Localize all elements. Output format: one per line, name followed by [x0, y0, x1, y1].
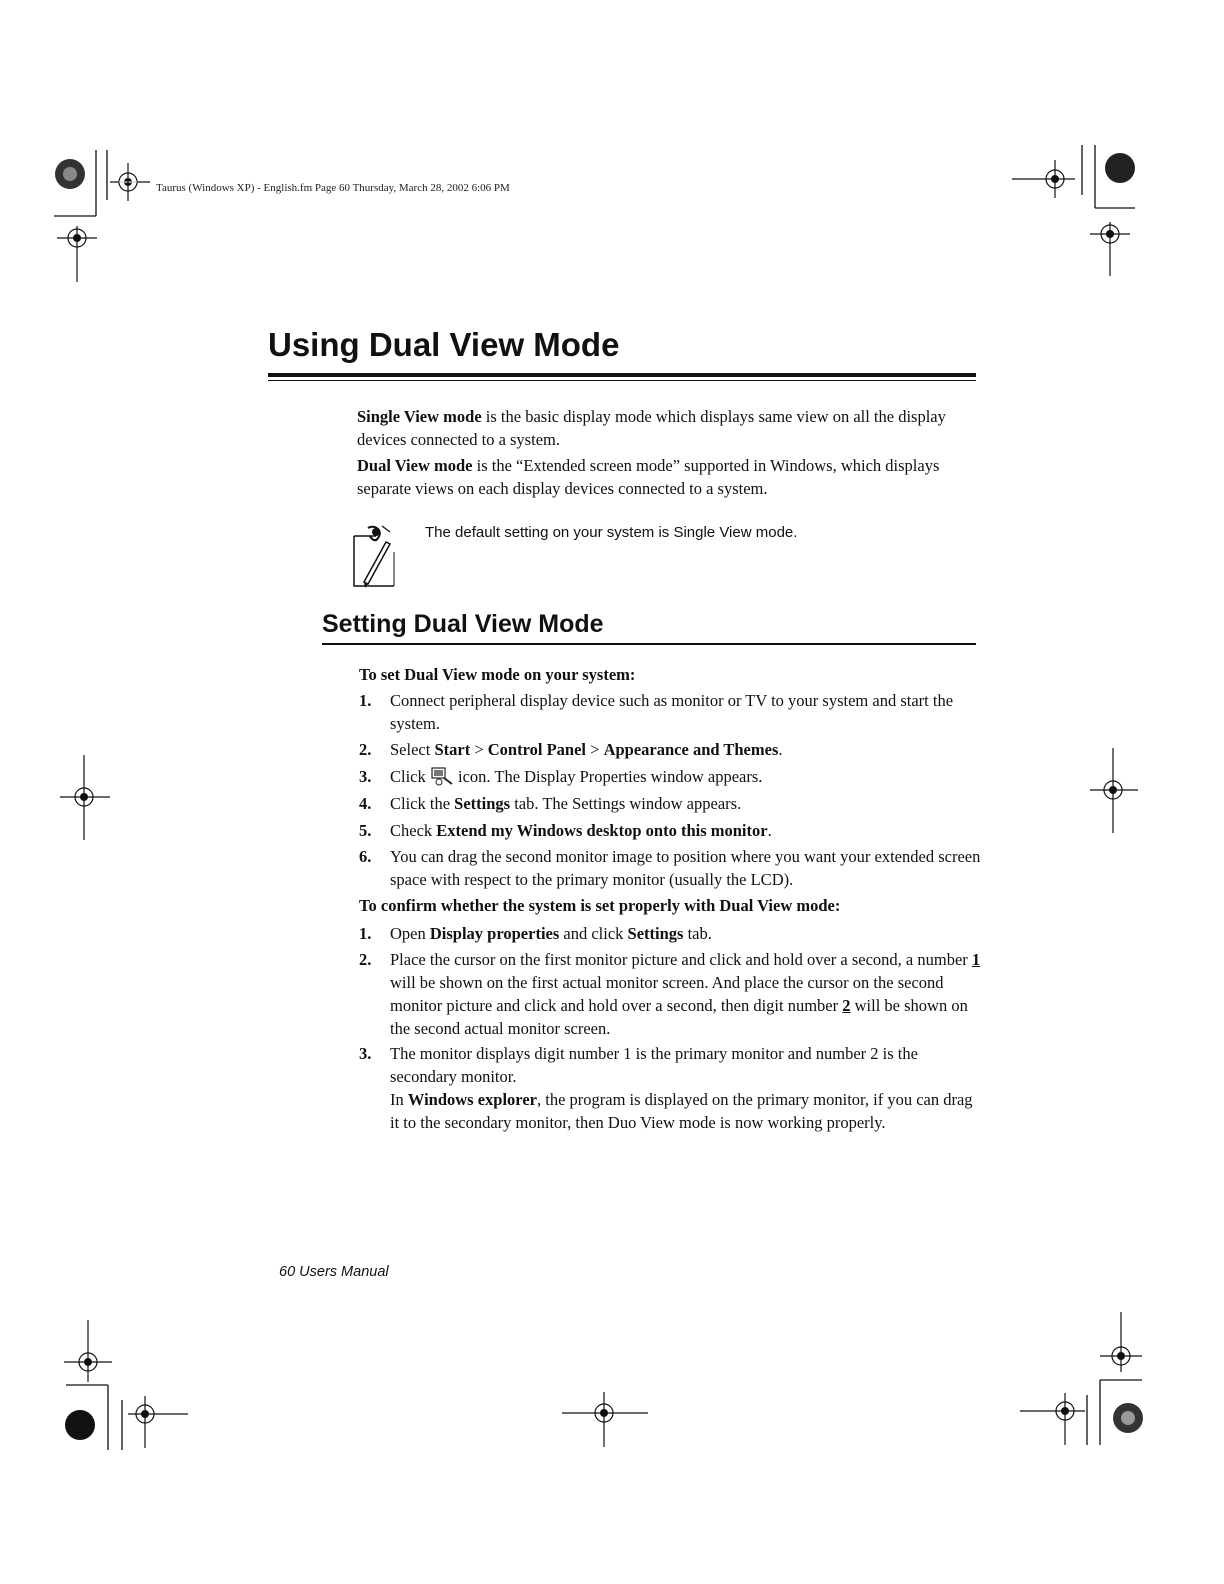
title-rule-thick — [268, 373, 976, 377]
appearance-themes-term: Appearance and Themes — [603, 740, 779, 759]
note-text: The default setting on your system is Single View mode. — [425, 524, 798, 541]
digit-two: 2 — [842, 996, 851, 1015]
single-view-desc: is the basic display mode which displays same view on all the display devices connected to a system. — [357, 407, 946, 449]
page-footer: 60 Users Manual — [279, 1264, 389, 1280]
intro-single-view — [357, 405, 967, 451]
dual-view-desc: is the “Extended screen mode” supported in Windows, which displays separate views on each display devices connected to a system. — [357, 456, 940, 498]
note-pencil-icon — [346, 522, 406, 592]
start-menu-term: Start — [434, 740, 471, 759]
title-rule-thin — [268, 380, 976, 381]
set-procedure-title: To set Dual View mode on your system: — [359, 665, 636, 684]
set-step-6: 6. You can drag the second monitor image to position where you want your extended screen space with respect to the primary monitor (usually the LCD). — [359, 847, 981, 889]
control-panel-term: Control Panel — [487, 740, 587, 759]
intro-dual-view — [357, 454, 967, 500]
settings-term: Settings — [627, 924, 684, 943]
set-step-5: 5. Check Extend my Windows desktop onto this monitor. — [359, 821, 772, 840]
single-view-term: Single View mode — [357, 407, 482, 426]
set-step-1: 1. Connect peripheral display device such as monitor or TV to your system and start the system. — [359, 691, 954, 733]
display-properties-term: Display properties — [429, 924, 560, 943]
windows-explorer-term: Windows explorer — [407, 1090, 537, 1109]
confirm-step-3: 3. The monitor displays digit number 1 is the primary monitor and number 2 is the secondary monitor. In Windows explorer, the program is displayed on the primary monitor, if you can drag it to the secondary monitor, then Duo View mode is now working properly. — [359, 1044, 973, 1132]
set-step-3: 3. Click icon. The Display Properties window appears. — [359, 767, 763, 786]
section-rule — [322, 643, 976, 645]
confirm-procedure-title: To confirm whether the system is set properly with Dual View mode: — [359, 896, 841, 915]
confirm-step-1: 1. Open Display properties and click Settings tab. — [359, 924, 712, 943]
digit-one: 1 — [971, 950, 981, 969]
settings-tab-term: Settings — [454, 794, 511, 813]
set-step-4: 4. Click the Settings tab. The Settings window appears. — [359, 794, 742, 813]
file-header-line: Taurus (Windows XP) - English.fm Page 60 Thursday, March 28, 2002 6:06 PM — [156, 182, 510, 194]
page-title: Using Dual View Mode — [268, 326, 620, 363]
confirm-step-2: 2. Place the cursor on the first monitor picture and click and hold over a second, a number 1 will be shown on the first actual monitor screen. And place the cursor on the second monitor picture and click and hold over a second, then digit number 2 will be shown on the second actual monitor screen. — [359, 950, 981, 1038]
display-properties-icon — [430, 766, 454, 786]
set-step-2: 2. Select Start > Control Panel > Appearance and Themes. — [359, 740, 783, 759]
section-title: Setting Dual View Mode — [322, 610, 604, 638]
dual-view-term: Dual View mode — [357, 456, 473, 475]
extend-desktop-term: Extend my Windows desktop onto this monitor — [436, 821, 768, 840]
